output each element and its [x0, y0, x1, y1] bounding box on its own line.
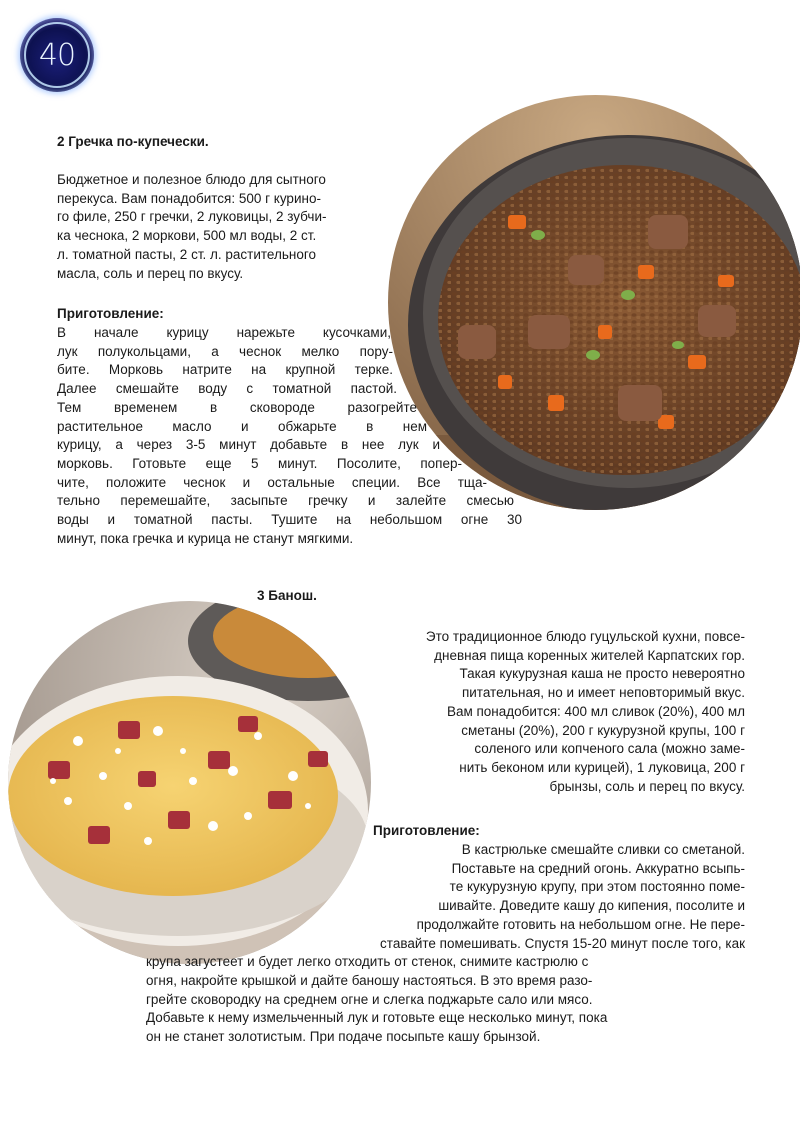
text-line: го филе, 250 г гречки, 2 луковицы, 2 зубчи- — [57, 209, 327, 225]
text-line: бите. Морковь натрите на крупной терке. — [57, 362, 393, 378]
text-line: Добавьте к нему измельченный лук и готовьте еще несколько минут, пока — [146, 1010, 608, 1026]
text-line: чите, положите чеснок и остальные специи. Все тща- — [57, 474, 487, 490]
recipe-3-prep — [140, 841, 745, 1047]
text-line: брынзы, соль и перец по вкусу. — [549, 778, 745, 794]
text-line: перекуса. Вам понадобится: 500 г курино- — [57, 190, 321, 206]
text-line: тельно перемешайте, засыпьте гречку и залейте смесью — [57, 493, 514, 509]
text-line: сметаны (20%), 200 г кукурузной крупы, 100 г — [461, 722, 745, 738]
text-line: он не станет золотистым. При подаче посыпьте кашу брынзой. — [146, 1029, 541, 1045]
text-line: грейте сковородку на среднем огне и слегка поджарьте сало или мясо. — [146, 991, 593, 1007]
text-line: Бюджетное и полезное блюдо для сытного — [57, 172, 326, 187]
text-line: нить беконом или курицей), 1 луковица, 200 г — [459, 759, 745, 775]
text-line: Далее смешайте воду с томатной пастой. — [57, 381, 397, 397]
text-line: шивайте. Доведите кашу до кипения, посолите и — [438, 898, 745, 914]
text-line: крупа загустеет и будет легко отходить от стенок, снимите кастрюлю с — [146, 954, 589, 970]
recipe-2-title: 2 Гречка по-купечески. — [57, 134, 209, 149]
text-line: питательная, но и имеет неповторимый вкус. — [461, 685, 745, 701]
text-line: ставайте помешивать. Спустя 15-20 минут после того, как — [380, 935, 745, 951]
text-line: ка чеснока, 2 моркови, 500 мл воды, 2 ст. — [57, 228, 317, 244]
text-line: растительное масло и обжарьте в нем — [57, 418, 427, 434]
text-line: соленого или копченого сала (можно заме- — [474, 741, 745, 757]
text-line: В кастрюльке смешайте сливки со сметаной. — [461, 842, 745, 857]
text-line: морковь. Готовьте еще 5 минут. Посолите, попер- — [57, 455, 462, 471]
text-line: Это традиционное блюдо гуцульской кухни, повсе- — [425, 629, 745, 644]
text-line: продолжайте готовить на небольшом огне. Не пере- — [416, 916, 745, 932]
text-line: курицу, а через 3-5 минут добавьте в нее лук и — [57, 437, 440, 453]
text-line: те кукурузную крупу, при этом постоянно поме- — [449, 879, 745, 895]
text-line: масла, соль и перец по вкусу. — [57, 265, 244, 281]
text-line: В начале курицу нарежьте кусочками, — [57, 325, 391, 340]
text-line: Такая кукурузная каша не просто невероятно — [459, 666, 745, 682]
recipe-3-intro — [300, 628, 745, 796]
text-line: лук полукольцами, а чеснок мелко пору- — [57, 343, 393, 359]
recipe-3-title: 3 Банош. — [257, 588, 317, 603]
magazine-logo — [20, 18, 94, 92]
text-line: Вам понадобится: 400 мл сливок (20%), 400 мл — [446, 703, 745, 719]
text-line: воды и томатной пасты. Тушите на небольшом огне 30 — [57, 512, 522, 528]
recipe-2-prep-heading: Приготовление: — [57, 306, 164, 321]
text-line: дневная пища коренных жителей Карпатских гор. — [434, 647, 745, 663]
recipe-2-intro — [57, 171, 407, 283]
recipe-2-prep — [57, 324, 522, 548]
text-line: огня, накройте крышкой и дайте баношу настояться. В это время разо- — [146, 972, 593, 988]
text-line: Тем временем в сковороде разогрейте — [57, 399, 417, 415]
recipe-3-prep-heading: Приготовление: — [373, 823, 480, 838]
text-line: минут, пока гречка и курица не станут мягкими. — [57, 530, 354, 546]
text-line: л. томатной пасты, 2 ст. л. растительного — [57, 246, 316, 262]
text-line: Поставьте на средний огонь. Аккуратно всыпь- — [451, 860, 745, 876]
logo-text: 40 — [38, 37, 76, 73]
